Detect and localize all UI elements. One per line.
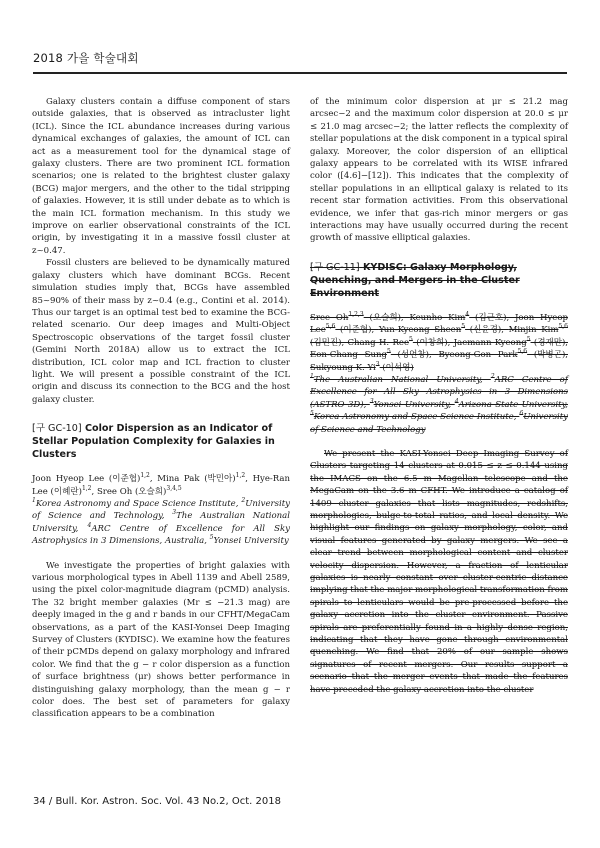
author-affil-marker: 1,2 [140, 472, 150, 480]
author-name: Sree Oh (오슬희) [96, 486, 167, 497]
author-korean-name: (김근호), [469, 312, 515, 323]
affiliation-text: University of Science and Technology, [32, 498, 290, 522]
author-affil-marker: 5 [526, 335, 531, 343]
author-affil-marker: 5,6 [517, 348, 528, 356]
author-korean-name: (이준협), [335, 325, 379, 336]
affiliation-marker: 3 [369, 397, 374, 405]
affiliation-marker: 2 [490, 373, 495, 381]
gc11-title [310, 261, 568, 300]
author-korean-name: (박병곤), [527, 350, 568, 361]
author-korean-name: (오슬희), [363, 312, 410, 323]
affiliation-text: The Australian National University, [313, 374, 491, 385]
affiliation-marker: 1 [310, 373, 314, 381]
author-name: Chang H. Ree [347, 337, 410, 348]
author-korean-name: (경재만), [530, 337, 569, 348]
author-name: Jaemann Kyeong [453, 337, 527, 348]
left-column [32, 96, 290, 721]
author-separator: , [245, 474, 253, 485]
author-name: Joon Hyeop Lee (이준협) [32, 474, 141, 485]
affiliation-text: ARC Centre of Excellence for All Sky Astrophysics in 3 Dimensions (ASTRO 3D), [310, 374, 568, 410]
gc10-affiliations [32, 498, 290, 548]
gc10-title [32, 422, 290, 461]
header-rule [33, 72, 567, 74]
affiliation-marker: 1 [32, 497, 36, 505]
author-name: Hye-Ran Lee (이혜란) [32, 474, 291, 497]
author-korean-name: (이석영) [379, 362, 414, 373]
affiliation-text: Yonsei University, [373, 399, 455, 410]
author-korean-name: (김민진), [310, 337, 348, 348]
gc11-authors [310, 312, 568, 374]
affiliation-text: Korea Astronomy and Space Science Institute, [35, 498, 242, 509]
author-affil-marker: 4 [465, 311, 470, 319]
affiliation-marker: 4 [454, 397, 459, 405]
author-affil-marker: 5 [386, 348, 391, 356]
affiliation-text: Yonsei University [213, 536, 289, 547]
affiliation-marker: 5 [209, 534, 214, 542]
page-footer: 34 / Bull. Kor. Astron. Soc. Vol. 43 No.2, Oct. 2018 [33, 796, 281, 807]
author-korean-name: (성언창), [390, 350, 439, 361]
affiliation-marker: 2 [241, 497, 246, 505]
author-separator: , [149, 474, 158, 485]
author-name: Joon Hyeop Lee [310, 312, 568, 336]
running-header: 2018 가을 학술대회 [33, 51, 139, 65]
affiliation-text: The Australian National University, [32, 511, 290, 534]
author-separator: , [91, 486, 97, 497]
gc11-affiliations [310, 374, 568, 436]
right-column [310, 96, 568, 696]
author-affil-marker: 1,2 [81, 484, 92, 492]
author-affil-marker: 5,6 [558, 323, 568, 331]
gc10-abstract: We investigate the properties of bright galaxies with various morphological types in Abell 1139 and Abell 2589, using the pixel color-magnitude diagram (pCMD) analysis. The 32 bright member galaxies (Mr ≤ −21.3 mag) are deeply imaged in the g and r bands in our CFHT/MegaCam observations, as a part of the KASI-Yonsei Deep Imaging Survey of Clusters (KYDISC). We examine how the features of their pCMDs depend on galaxy morphology and infrared color. We find that the g − r color dispersion as a function of surface brightness (μr) shows better performance in distinguishing galaxy morphology, than the mean g − r color does. The best set of parameters for galaxy classification appears to be a combination [32, 560, 290, 720]
affiliation-marker: 3 [172, 509, 177, 517]
author-name: Minjin Kim [508, 325, 559, 336]
gc10-authors [32, 473, 290, 498]
affiliation-marker: 5 [310, 410, 314, 418]
affiliation-marker: 4 [87, 521, 92, 529]
author-name: Byeong-Gon Park [438, 350, 518, 361]
gc10-code: [구 GC-10] [32, 423, 82, 435]
gc11-abstract: We present the KASI-Yonsei Deep Imaging Survey of Clusters targeting 14 clusters at 0.015 ≤ z ≤ 0.144 using the IMACS on the 6.5 m Magellan telescope and the MegaCam on the 3.6 m CFHT. We introduce a catalog of 1409 cluster galaxies that lists magnitudes, redshifts, morphologies, bulge-to-total ratios, and local density. We highlight our findings on galaxy morphology, color, and visual features generated by galaxy mergers. We see a clear trend between morphological content and cluster velocity dispersion. However, a fraction of lenticular galaxies is nearly constant over cluster-centric distance implying that the major morphological transformation from spirals to lenticulars would be pre-processed before the galaxy accretion into the cluster environment. Passive spirals are preferentially found in a highly dense region, indicating that they have gone through environmental quenching. We find that 20% of our sample shows signatures of recent mergers. Our results support a scenario that the merger events that made the features have preceded the galaxy accretion into the cluster [310, 448, 569, 695]
affiliation-text: University of Science and Technology [310, 412, 568, 435]
intro-paragraph-2: Fossil clusters are believed to be dynamically matured galaxy clusters which have dominant BCGs. Recent simulation studies imply that, BCGs have assembled 85~90% of their mass by z~0.4 (e.g., Contini et al. 2014). Thus our target is an optimal test bed to examine the BCG-related scenario. Our deep images and Multi-Object Spectroscopic observations of the target fossil cluster (Gemini North 2018A) allow us to extract the ICL distribution, ICL color map and ICL fraction to cluster light. We will present a possible constraint of the ICL origin and discuss its connection to the BCG and the host galaxy cluster. [32, 258, 290, 405]
author-affil-marker: 1,2 [235, 472, 246, 480]
author-affil-marker: 1,2,3 [348, 311, 364, 319]
author-name: Keunho Kim [409, 312, 466, 323]
author-affil-marker: 3 [375, 360, 380, 368]
affiliation-text: Arizona State University, [458, 399, 569, 410]
author-korean-name: (이창희), [412, 337, 454, 348]
author-name: Sukyoung K. Yi [310, 362, 376, 373]
author-affil-marker: 5 [461, 323, 466, 331]
intro-paragraph-1: Galaxy clusters contain a diffuse component of stars outside galaxies, that is observed as intracluster light (ICL). Since the ICL abundance increases during various dynamical exchanges of galaxies, the amount of ICL can act as a measurement tool for the dynamical stage of galaxy clusters. There are two prominent ICL formation scenarios; one is related to the brightest cluster galaxy (BCG) major mergers, and the other to the tidal stripping of galaxies. However, it is still under debate as to which is the main ICL formation mechanism. In this study we improve on earlier observational constraints of the ICL origin, by investigating it in a massive fossil cluster at z~0.47. [32, 97, 290, 256]
author-name: Yun-Kyeong Sheen [378, 325, 462, 336]
gc11-title-text: KYDISC: Galaxy Morphology, Quenching, and Mergers in the Cluster Environment [310, 261, 520, 299]
author-name: Eon-Chang Sung [310, 350, 387, 361]
gc10-abstract-continued: of the minimum color dispersion at μr ≤ 21.2 mag arcsec−2 and the maximum color dispersion at 20.0 ≤ μr ≤ 21.0 mag arcsec−2; the latter reflects the complexity of stellar populations at the disk component in a typical spiral galaxy. Moreover, the color dispersion of an elliptical galaxy appears to be correlated with its WISE infrared color ([4.6]−[12]). This indicates that the complexity of stellar populations in an elliptical galaxy is related to its recent star formation activities. From this observational evidence, we infer that gas-rich minor mergers or gas interactions may have usually occurred during the recent growth of massive elliptical galaxies. [310, 97, 568, 244]
author-name: Sree Oh [310, 312, 349, 323]
affiliation-text: Korea Astronomy and Space Science Institute, [313, 412, 520, 423]
author-affil-marker: 5,6 [325, 323, 336, 331]
gc11-code: [구 GC-11] [310, 261, 360, 273]
affiliation-marker: 6 [519, 410, 524, 418]
affiliation-text: ARC Centre of Excellence for All Sky Astrophysics in 3 Dimensions, Australia, [32, 523, 290, 547]
author-name: Mina Pak (박민아) [157, 474, 236, 485]
author-affil-marker: 3,4,5 [166, 484, 182, 492]
gc10-title-text: Color Dispersion as an Indicator of Stellar Population Complexity for Galaxies in Clusters [32, 423, 275, 461]
author-affil-marker: 5 [409, 335, 413, 343]
author-korean-name: (신윤경), [465, 325, 509, 336]
